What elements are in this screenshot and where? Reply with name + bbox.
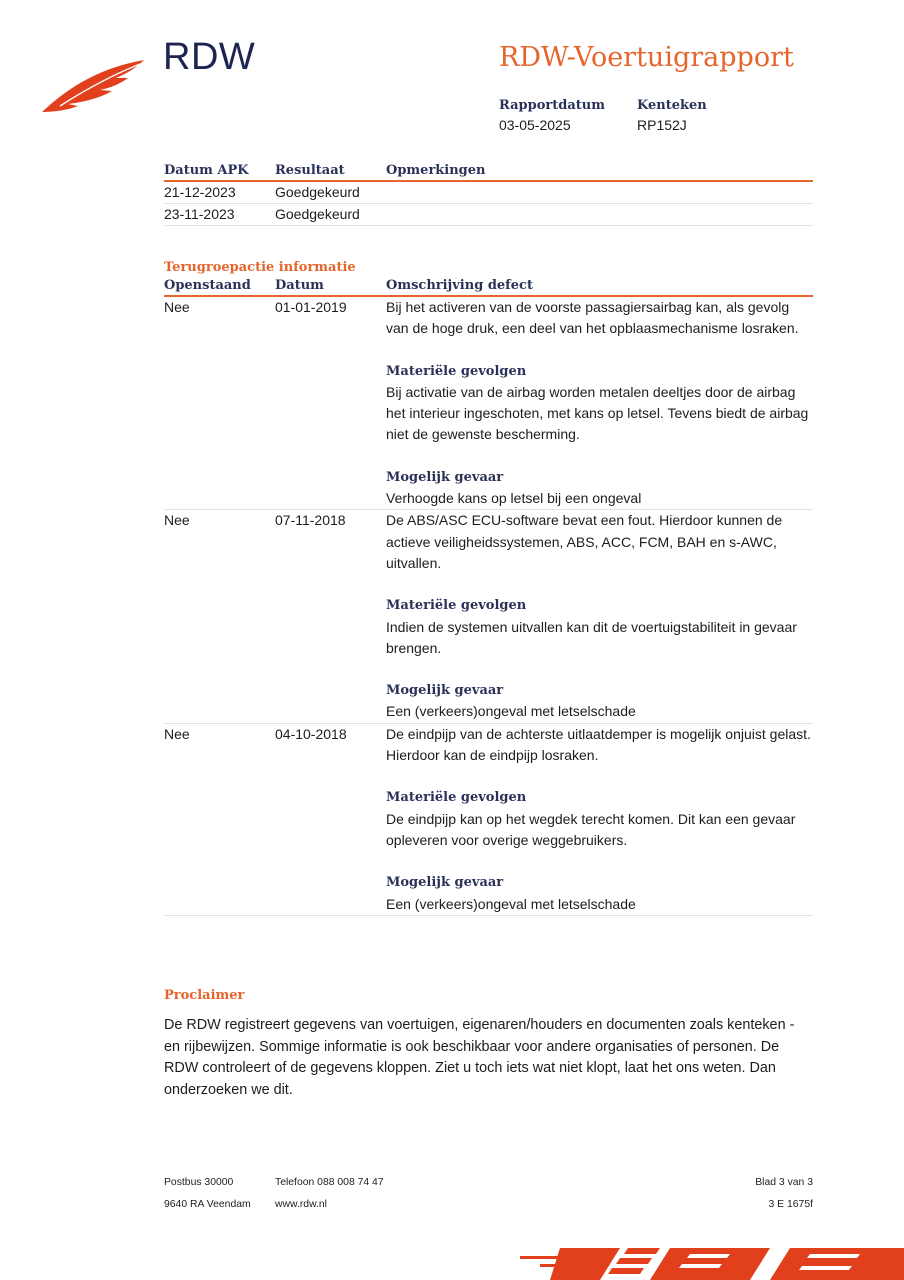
recall-section-title: Terugroepactie informatie xyxy=(164,260,356,275)
recall-date: 04-10-2018 xyxy=(275,725,347,742)
possible-danger-text: Verhoogde kans op letsel bij een ongeval xyxy=(386,490,642,507)
recall-row xyxy=(164,510,813,723)
footer-postbus: Postbus 30000 xyxy=(164,1177,234,1188)
recall-open: Nee xyxy=(164,725,190,742)
possible-danger-heading: Mogelijk gevaar xyxy=(386,875,504,891)
apk-row xyxy=(164,182,813,204)
recall-row xyxy=(164,297,813,510)
recall-open: Nee xyxy=(164,512,190,529)
material-consequences-heading: Materiële gevolgen xyxy=(386,598,527,614)
recall-defect-text: De eindpijp van de achterste uitlaatdemper is mogelijk onjuist gelast. Hierdoor kan de eindpijp losraken. xyxy=(386,725,811,764)
proclaimer-title: Proclaimer xyxy=(164,988,245,1003)
recall-description xyxy=(386,510,813,722)
report-date-block xyxy=(499,98,605,133)
material-consequences-text: De eindpijp kan op het wegdek terecht komen. Dit kan een gevaar opleveren voor overige weggebruikers. xyxy=(386,810,796,848)
recall-row xyxy=(164,724,813,916)
recall-defect-text: De ABS/ASC ECU-software bevat een fout. Hierdoor kunnen de actieve veiligheidssystemen, ABS, ACC, FCM, BAH en s-AWC, uitvallen. xyxy=(386,512,783,571)
apk-row xyxy=(164,204,813,226)
possible-danger-heading: Mogelijk gevaar xyxy=(386,469,504,485)
recall-defect-text: Bij het activeren van de voorste passagiersairbag kan, als gevolg van de hoge druk, een deel van het opblaasmechanisme losraken. xyxy=(386,299,799,337)
footer-phone: Telefoon 088 008 74 47 xyxy=(275,1177,384,1188)
material-consequences-heading: Materiële gevolgen xyxy=(386,790,527,806)
proclaimer-text: De RDW registreert gegevens van voertuigen, eigenaren/houders en documenten zoals kenteken - en rijbewijzen. Sommige informatie is ook beschikbaar voor andere organisaties of personen. De RDW controleert of de gegevens kloppen. Ziet u toch iets wat niet klopt, laat het ons weten. Dan onderzoeken we dit. xyxy=(164,1017,795,1098)
apk-date: 21-12-2023 xyxy=(164,184,236,200)
footer-page-number: Blad 3 van 3 xyxy=(755,1177,813,1188)
material-consequences-heading: Materiële gevolgen xyxy=(386,363,527,379)
plate-value: RP152J xyxy=(637,117,687,133)
footer-city: 9640 RA Veendam xyxy=(164,1199,251,1210)
footer-page-info xyxy=(755,1172,813,1216)
apk-remarks xyxy=(386,204,813,225)
document-title: RDW-Voertuigrapport xyxy=(499,42,794,73)
recall-table xyxy=(164,260,813,916)
footer-contact xyxy=(275,1172,384,1216)
apk-remarks xyxy=(386,182,813,203)
report-date-value: 03-05-2025 xyxy=(499,117,571,133)
recall-col-date: Datum xyxy=(275,278,324,293)
footer-website-link[interactable]: www.rdw.nl xyxy=(275,1199,327,1210)
apk-col-result: Resultaat xyxy=(275,163,345,178)
material-consequences-text: Indien de systemen uitvallen kan dit de voertuigstabiliteit in gevaar brengen. xyxy=(386,618,797,656)
apk-table xyxy=(164,158,813,226)
proclaimer-section xyxy=(164,988,814,1101)
apk-date: 23-11-2023 xyxy=(164,206,235,222)
apk-col-date: Datum APK xyxy=(164,163,249,178)
material-consequences-text: Bij activatie van de airbag worden metalen deeltjes door de airbag het interieur ingeschoten, met kans op letsel. Tevens biedt de airbag niet de gewenste bescherming. xyxy=(386,383,809,443)
recall-date: 01-01-2019 xyxy=(275,299,347,315)
footer-address xyxy=(164,1172,251,1216)
apk-result: Goedgekeurd xyxy=(275,184,360,200)
recall-col-open: Openstaand xyxy=(164,278,251,293)
logo-text: RDW xyxy=(163,36,256,78)
recall-description xyxy=(386,297,813,509)
recall-open: Nee xyxy=(164,299,190,315)
recall-description xyxy=(386,724,813,915)
rdw-feather-logo xyxy=(40,56,150,116)
recall-date: 07-11-2018 xyxy=(275,512,346,529)
decorative-stripes xyxy=(520,1244,904,1280)
possible-danger-heading: Mogelijk gevaar xyxy=(386,683,504,699)
report-date-label: Rapportdatum xyxy=(499,98,605,113)
plate-block xyxy=(637,98,707,133)
possible-danger-text: Een (verkeers)ongeval met letselschade xyxy=(386,703,636,720)
recall-col-defect: Omschrijving defect xyxy=(386,278,533,293)
apk-result: Goedgekeurd xyxy=(275,206,360,222)
footer-doc-code: 3 E 1675f xyxy=(768,1199,813,1210)
recall-table-header xyxy=(164,275,813,297)
apk-col-remarks: Opmerkingen xyxy=(386,163,486,178)
possible-danger-text: Een (verkeers)ongeval met letselschade xyxy=(386,895,636,912)
plate-label: Kenteken xyxy=(637,98,707,113)
apk-table-header xyxy=(164,158,813,182)
